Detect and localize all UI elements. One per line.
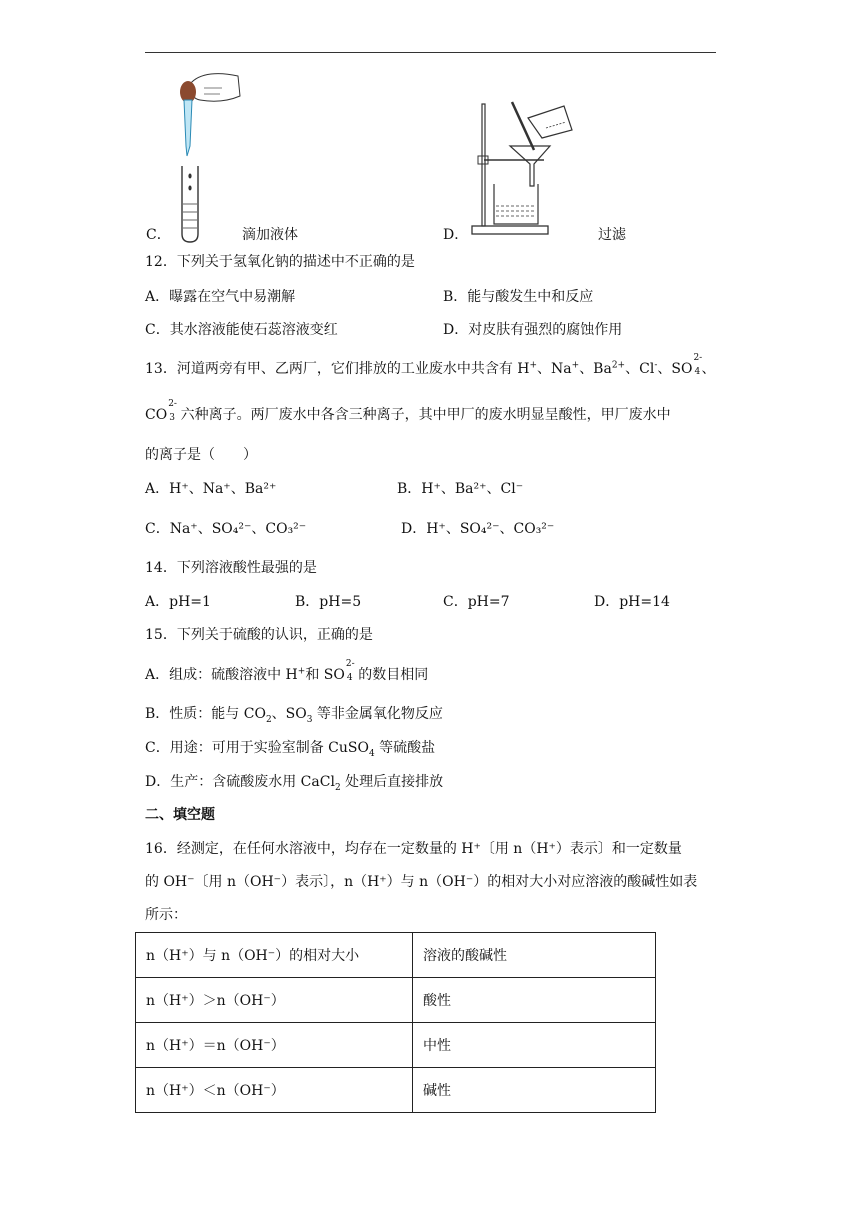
q14-option-c: C．pH=7 <box>443 594 510 610</box>
table-cell: n（H⁺）＞n（OH⁻） <box>136 978 413 1023</box>
table-row <box>136 1023 656 1068</box>
q13-option-c: C．Na⁺、SO₄²⁻、CO₃²⁻ <box>145 521 307 537</box>
q13-line1: 13．河道两旁有甲、乙两厂，它们排放的工业废水中共含有 H+、Na+、$Ba^{2+}$、Cl-、SO 2- 4 、 <box>145 353 716 377</box>
filtration-figure <box>468 98 578 240</box>
q15-option-d: D．生产：含硫酸废水用 CaCl$_2$ 处理后直接排放 <box>145 774 444 793</box>
table-cell: 中性 <box>413 1023 656 1068</box>
table-header-cell: n（H⁺）与 n（OH⁻）的相对大小 <box>136 933 413 978</box>
figure-d-caption: 过滤 <box>598 227 626 243</box>
table-cell: n（H⁺）＜n（OH⁻） <box>136 1068 413 1113</box>
q15-option-c: C．用途：可用于实验室制备 CuSO$_4$ 等硫酸盐 <box>145 740 436 759</box>
q12-option-b: B．能与酸发生中和反应 <box>443 289 594 305</box>
q14-option-d: D．pH=14 <box>594 594 670 610</box>
figure-c-caption: 滴加液体 <box>242 227 298 243</box>
q12-option-a: A．曝露在空气中易潮解 <box>145 289 296 305</box>
table-row <box>136 978 656 1023</box>
figure-d-letter: D． <box>443 227 469 243</box>
q16-line1: 16．经测定，在任何水溶液中，均存在一定数量的 H⁺〔用 n（H⁺）表示〕和一定数量 <box>145 841 682 857</box>
q14-option-a: A．pH=1 <box>145 594 211 610</box>
q16-line3: 所示： <box>145 907 187 923</box>
header-rule <box>145 52 716 53</box>
q15-option-a: A．组成：硫酸溶液中 H+和 SO 2- 4 的数目相同 <box>145 659 429 683</box>
q14-option-b: B．pH=5 <box>295 594 362 610</box>
section-title: 二、填空题 <box>145 807 215 823</box>
q13-option-a: A．H⁺、Na⁺、Ba²⁺ <box>145 481 277 497</box>
table-cell: 酸性 <box>413 978 656 1023</box>
q13-line3: 的离子是（ ） <box>145 447 257 463</box>
table-row <box>136 1068 656 1113</box>
q15-option-b: B．性质：能与 $CO_2$、$SO_3$ 等非金属氧化物反应 <box>145 706 443 725</box>
table-header-row <box>136 933 656 978</box>
dropper-test-tube-figure <box>160 66 250 246</box>
q13-option-b: B．H⁺、Ba²⁺、Cl⁻ <box>397 481 524 497</box>
q16-line2: 的 OH⁻〔用 n（OH⁻）表示〕，n（H⁺）与 n（OH⁻）的相对大小对应溶液的酸碱性如表 <box>145 874 698 890</box>
q13-option-d: D．H⁺、SO₄²⁻、CO₃²⁻ <box>401 521 555 537</box>
q12-option-d: D．对皮肤有强烈的腐蚀作用 <box>443 322 623 338</box>
table-cell: 碱性 <box>413 1068 656 1113</box>
q12-stem: 12．下列关于氢氧化钠的描述中不正确的是 <box>145 254 415 270</box>
q14-stem: 14．下列溶液酸性最强的是 <box>145 560 317 576</box>
q13-line2: CO 2- 3 六种离子。两厂废水中各含三种离子，其中甲厂的废水明显呈酸性，甲厂废水中 <box>145 399 671 423</box>
q15-stem: 15．下列关于硫酸的认识，正确的是 <box>145 627 373 643</box>
table-cell: n（H⁺）＝n（OH⁻） <box>136 1023 413 1068</box>
acidity-table <box>135 932 656 1113</box>
figure-c-letter: C． <box>146 227 171 243</box>
table-header-cell: 溶液的酸碱性 <box>413 933 656 978</box>
q12-option-c: C．其水溶液能使石蕊溶液变红 <box>145 322 338 338</box>
